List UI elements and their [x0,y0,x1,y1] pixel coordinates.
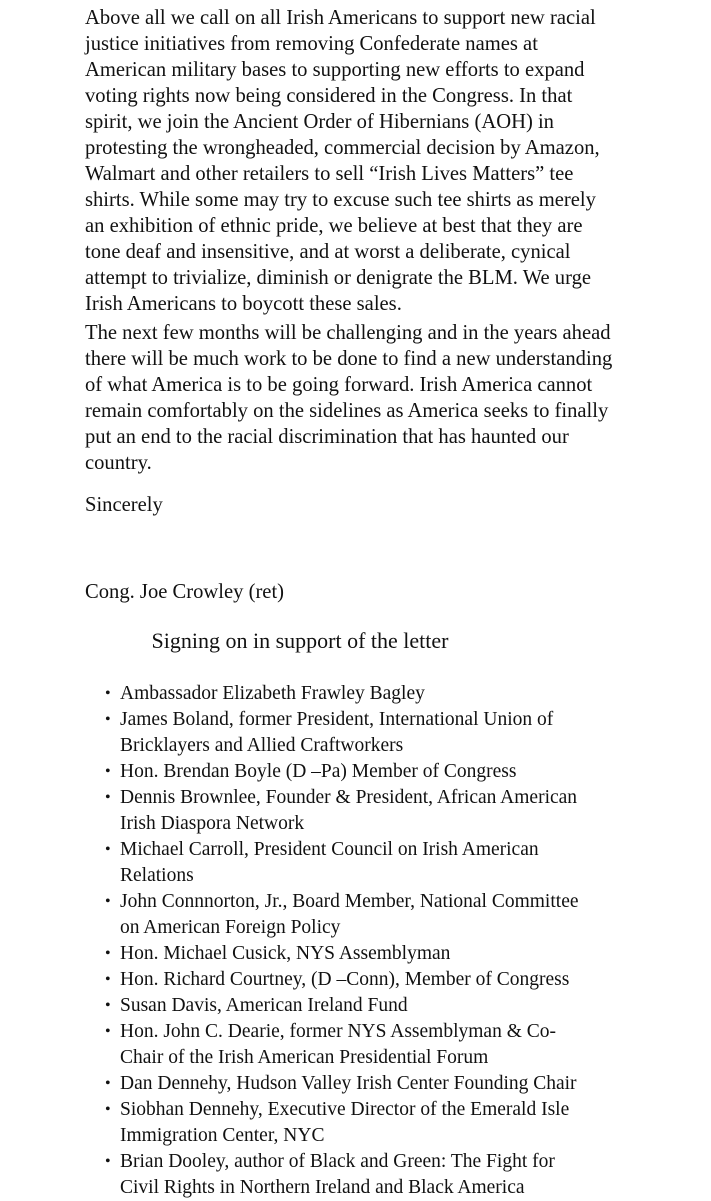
body-paragraph-1 [85,5,685,317]
signatory-item [105,681,705,707]
bullet-icon: • [105,1101,111,1118]
signatory-item [105,1019,705,1071]
bullet-icon: • [105,841,111,858]
text-line: an exhibition of ethnic pride, we believe at best that they are [85,215,583,237]
signatory-text: Michael Carroll, President Council on Irish American [120,839,539,860]
text-line: voting rights now being considered in the Congress. In that [85,85,573,107]
signatory-text: on American Foreign Policy [120,917,341,938]
signatory-item [105,1097,705,1149]
signatory-item [105,1149,705,1201]
text-line: spirit, we join the Ancient Order of Hibernians (AOH) in [85,111,554,133]
signatory-text: Hon. Brendan Boyle (D –Pa) Member of Congress [120,761,517,782]
signatory-item [105,889,705,941]
body-paragraph-2 [85,320,685,476]
signatory-item [105,785,705,837]
signatory-text: Ambassador Elizabeth Frawley Bagley [120,683,425,704]
bullet-icon: • [105,945,111,962]
bullet-icon: • [105,1023,111,1040]
text-line: The next few months will be challenging and in the years ahead [85,322,611,344]
text-line: put an end to the racial discrimination that has haunted our [85,426,569,448]
signatory-item [105,707,705,759]
signatory-item [105,993,705,1019]
text-line: country. [85,452,152,474]
text-line: Walmart and other retailers to sell “Irish Lives Matters” tee [85,163,574,185]
signatory-text: Dan Dennehy, Hudson Valley Irish Center Founding Chair [120,1073,577,1094]
bullet-icon: • [105,789,111,806]
signatories-list [105,681,705,1201]
text-line: remain comfortably on the sidelines as America seeks to finally [85,400,609,422]
bullet-icon: • [105,1075,111,1092]
text-line: shirts. While some may try to excuse such tee shirts as merely [85,189,596,211]
signature: Cong. Joe Crowley (ret) [85,581,285,603]
signatory-text: Hon. Richard Courtney, (D –Conn), Member of Congress [120,969,570,990]
bullet-icon: • [105,1153,111,1170]
signatory-text: Brian Dooley, author of Black and Green: The Fight for [120,1151,555,1172]
bullet-icon: • [105,685,111,702]
signatory-text: Bricklayers and Allied Craftworkers [120,735,404,756]
text-line: of what America is to be going forward. Irish America cannot [85,374,593,396]
signatory-text: Immigration Center, NYC [120,1125,325,1146]
text-line: there will be much work to be done to find a new understanding [85,348,613,370]
signatory-text: Chair of the Irish American Presidential Forum [120,1047,489,1068]
text-line: tone deaf and insensitive, and at worst a deliberate, cynical [85,241,571,263]
signatory-item [105,837,705,889]
text-line: justice initiatives from removing Confederate names at [85,33,538,55]
signatory-text: Dennis Brownlee, Founder & President, African American [120,787,578,808]
bullet-icon: • [105,893,111,910]
signatory-text: Susan Davis, American Ireland Fund [120,995,408,1016]
signatory-item [105,1071,705,1097]
bullet-icon: • [105,763,111,780]
signatory-text: James Boland, former President, International Union of [120,709,554,730]
signatory-text: Relations [120,865,194,886]
signatory-text: Hon. Michael Cusick, NYS Assemblyman [120,943,451,964]
text-line: attempt to trivialize, diminish or denigrate the BLM. We urge [85,267,592,289]
text-line: Irish Americans to boycott these sales. [85,293,402,315]
signatory-text: Civil Rights in Northern Ireland and Black America [120,1177,525,1198]
signatory-text: Hon. John C. Dearie, former NYS Assemblyman & Co- [120,1021,556,1042]
signatory-item [105,967,705,993]
signatory-text: Siobhan Dennehy, Executive Director of the Emerald Isle [120,1099,570,1120]
signatory-item [105,759,705,785]
bullet-icon: • [105,997,111,1014]
bullet-icon: • [105,711,111,728]
bullet-icon: • [105,971,111,988]
signatory-text: Irish Diaspora Network [120,813,305,834]
text-line: protesting the wrongheaded, commercial decision by Amazon, [85,137,600,159]
signatory-text: John Connnorton, Jr., Board Member, National Committee [120,891,579,912]
closing: Sincerely [85,494,163,516]
signatory-item [105,941,705,967]
text-line: Above all we call on all Irish Americans to support new racial [85,7,596,29]
text-line: American military bases to supporting new efforts to expand [85,59,585,81]
signatories-heading: Signing on in support of the letter [151,628,449,653]
